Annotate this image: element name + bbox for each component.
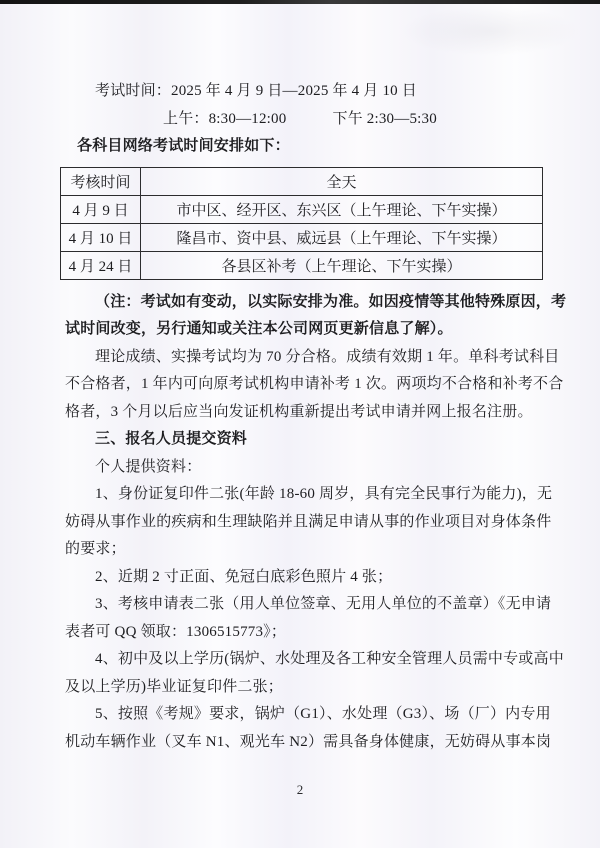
session-morning: 上午：8:30—12:00 xyxy=(163,110,287,127)
table-cell-detail: 市中区、经开区、东兴区（上午理论、下午实操） xyxy=(141,195,543,223)
item1-line-3: 的要求； xyxy=(65,541,126,557)
table-cell-date: 4 月 9 日 xyxy=(61,195,141,223)
item2-line: 2、近期 2 寸正面、免冠白底彩色照片 4 张； xyxy=(95,568,393,585)
session-times-line xyxy=(65,106,542,134)
item4-line-1: 4、初中及以上学历(锅炉、水处理及各工种安全管理人员需中专或高中 xyxy=(95,651,564,667)
note-paragraph-line-1: （注：考试如有变动，以实际安排为准。如因疫情等其他特殊原因，考 xyxy=(95,293,567,310)
note-paragraph-line-2: 试时间改变，另行通知或关注本公司网页更新信息了解）。 xyxy=(65,321,453,337)
item3-line-1: 3、考核申请表二张（用人单位签章、无用人单位的不盖章）《无申请 xyxy=(95,596,552,612)
section3-heading: 三、报名人员提交资料 xyxy=(95,431,248,447)
table-header-row xyxy=(61,167,543,195)
scoring-paragraph-line-2: 不合格者，1 年内可向原考试机构申请补考 1 次。两项均不合格和补考不合 xyxy=(65,376,564,392)
page-number: 2 xyxy=(296,782,304,797)
scoring-paragraph-line-3: 格者，3 个月以后应当向发证机构重新提出考试申请并网上报名注册。 xyxy=(65,403,533,420)
item5-line-1: 5、按照《考规》要求，锅炉（G1）、水处理（G3）、场（厂）内专用 xyxy=(95,706,551,722)
personal-intro-line: 个人提供资料： xyxy=(95,458,202,475)
table-cell-date: 4 月 24 日 xyxy=(61,251,141,279)
table-cell-detail: 各县区补考（上午理论、下午实操） xyxy=(141,251,543,279)
schedule-heading: 各科目网络考试时间安排如下： xyxy=(77,138,290,154)
table-row xyxy=(61,223,543,251)
scoring-paragraph-line-1: 理论成绩、实操考试均为 70 分合格。成绩有效期 1 年。单科考试科目 xyxy=(95,348,560,365)
session-afternoon: 下午 2:30—5:30 xyxy=(332,110,437,127)
item5-line-2: 机动车辆作业（叉车 N1、观光车 N2）需具备身体健康，无妨碍从事本岗 xyxy=(65,733,552,750)
schedule-table xyxy=(60,167,543,280)
item4-line-2: 及以上学历)毕业证复印件二张； xyxy=(65,678,283,695)
table-header-allday: 全天 xyxy=(141,167,543,195)
item1-line-1: 1、身份证复印件二张(年龄 18-60 周岁，具有完全民事行为能力)，无 xyxy=(95,486,553,502)
item3-line-2: 表者可 QQ 领取：1306515773》； xyxy=(65,623,287,640)
table-cell-detail: 隆昌市、资中县、威远县（上午理论、下午实操） xyxy=(141,223,543,251)
exam-time-line: 考试时间：2025 年 4 月 9 日—2025 年 4 月 10 日 xyxy=(95,83,418,99)
item1-line-2: 妨碍从事作业的疾病和生理缺陷并且满足申请从事的作业项目对身体条件 xyxy=(65,513,552,530)
table-header-date: 考核时间 xyxy=(61,167,141,195)
table-row xyxy=(61,195,543,223)
table-cell-date: 4 月 10 日 xyxy=(61,223,141,251)
table-row xyxy=(61,251,543,279)
